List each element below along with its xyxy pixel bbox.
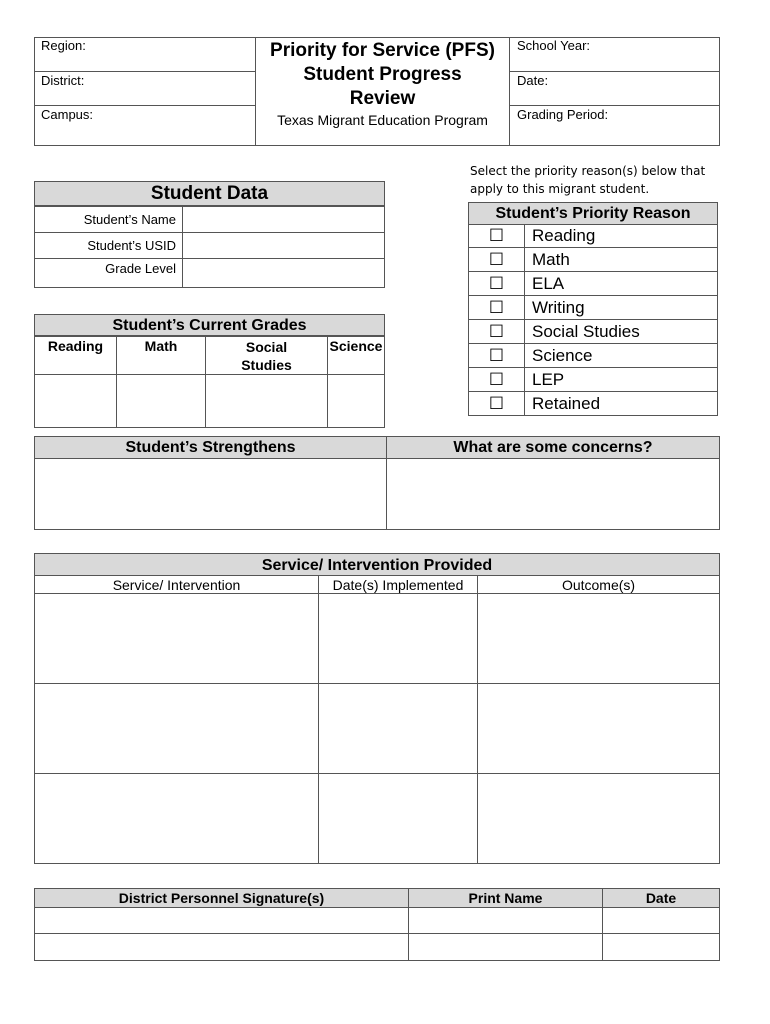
grading-period-label: Grading Period: [517,107,609,122]
region-field[interactable] [34,37,255,72]
student-data-title: Student Data [34,181,385,206]
header-left-fields [34,37,256,146]
date-label: Date: [517,73,549,88]
priority-reason-title: Student’s Priority Reason [468,202,718,225]
checkbox-social-studies[interactable]: ☐ [469,320,525,343]
priority-reason-row [468,272,718,296]
service-row-3-outcome[interactable] [478,774,720,864]
signature-table [34,888,720,961]
priority-reason-label: Science [532,346,593,365]
signature-row-2-signature[interactable] [35,934,409,961]
service-row-2-outcome[interactable] [478,684,720,774]
form-title-line1: Priority for Service (PFS) [270,40,495,61]
priority-reason-label: Social Studies [532,322,640,341]
program-name: Texas Migrant Education Program [277,112,488,128]
form-title-line3: Review [349,88,416,109]
district-field[interactable] [34,72,255,106]
checkbox-reading[interactable]: ☐ [469,224,525,247]
service-col-outcome: Outcome(s) [478,576,720,594]
grades-col-reading: Reading [35,337,117,375]
current-grades-title: Student’s Current Grades [34,314,385,336]
form-title-block [256,37,509,146]
service-row-3-intervention[interactable] [35,774,319,864]
student-data-table [34,206,385,288]
priority-reason-label: Writing [532,298,585,317]
priority-reason-row [468,344,718,368]
priority-reason-label: ELA [532,274,565,293]
service-row-2-intervention[interactable] [35,684,319,774]
header-right-fields [509,37,720,146]
grade-math-input[interactable] [117,375,206,428]
signature-row-2-date[interactable] [603,934,720,961]
service-title: Service/ Intervention Provided [34,553,720,576]
signature-row-1-signature[interactable] [35,908,409,934]
priority-instructions-line2: apply to this migrant student. [470,182,650,196]
service-table [34,575,720,864]
priority-reason-row [468,368,718,392]
service-col-intervention: Service/ Intervention [35,576,319,594]
form-title-line2: Student Progress [303,64,462,85]
priority-reason-label: Retained [532,394,601,413]
grades-col-math: Math [117,337,206,375]
grade-level-input[interactable] [183,259,385,288]
checkbox-math[interactable]: ☐ [469,248,525,271]
grade-science-input[interactable] [328,375,385,428]
service-row-2-dates[interactable] [319,684,478,774]
student-name-input[interactable] [183,207,385,233]
grade-level-label: Grade Level [35,259,183,288]
signature-row-2-print-name[interactable] [409,934,603,961]
priority-reason-label: Math [532,250,570,269]
strengths-concerns-table [34,436,720,530]
service-row-3-dates[interactable] [319,774,478,864]
checkbox-science[interactable]: ☐ [469,344,525,367]
priority-reason-label: Reading [532,226,596,245]
signature-col-date: Date [603,889,720,908]
campus-field[interactable] [34,106,255,146]
student-usid-input[interactable] [183,233,385,259]
checkbox-writing[interactable]: ☐ [469,296,525,319]
priority-instructions-line1: Select the priority reason(s) below that [470,164,706,178]
region-label: Region: [41,38,86,53]
strengths-input[interactable] [35,459,387,530]
district-label: District: [41,73,85,88]
priority-reason-label: LEP [532,370,565,389]
service-row-1-outcome[interactable] [478,594,720,684]
school-year-field[interactable] [510,37,720,72]
checkbox-retained[interactable]: ☐ [469,392,525,415]
campus-label: Campus: [41,107,94,122]
grades-col-science: Science [328,337,385,375]
grade-reading-input[interactable] [35,375,117,428]
service-row-1-dates[interactable] [319,594,478,684]
priority-reason-row [468,224,718,248]
priority-reason-row [468,320,718,344]
signature-row-1-date[interactable] [603,908,720,934]
priority-reason-list [468,224,718,416]
strengths-title: Student’s Strengthens [35,437,387,459]
signature-row-1-print-name[interactable] [409,908,603,934]
service-col-dates: Date(s) Implemented [319,576,478,594]
date-field[interactable] [510,72,720,106]
signature-col-signature: District Personnel Signature(s) [35,889,409,908]
concerns-input[interactable] [387,459,720,530]
grade-social-studies-input[interactable] [206,375,328,428]
school-year-label: School Year: [517,38,591,53]
current-grades-table [34,336,385,428]
checkbox-lep[interactable]: ☐ [469,368,525,391]
grading-period-field[interactable] [510,106,720,146]
priority-reason-row [468,392,718,416]
student-usid-label: Student’s USID [35,233,183,259]
priority-reason-row [468,248,718,272]
service-row-1-intervention[interactable] [35,594,319,684]
priority-instructions [470,162,730,198]
signature-col-print-name: Print Name [409,889,603,908]
student-name-label: Student’s Name [35,207,183,233]
concerns-title: What are some concerns? [387,437,720,459]
checkbox-ela[interactable]: ☐ [469,272,525,295]
grades-col-social-studies: Social Studies [206,337,328,375]
priority-reason-row [468,296,718,320]
